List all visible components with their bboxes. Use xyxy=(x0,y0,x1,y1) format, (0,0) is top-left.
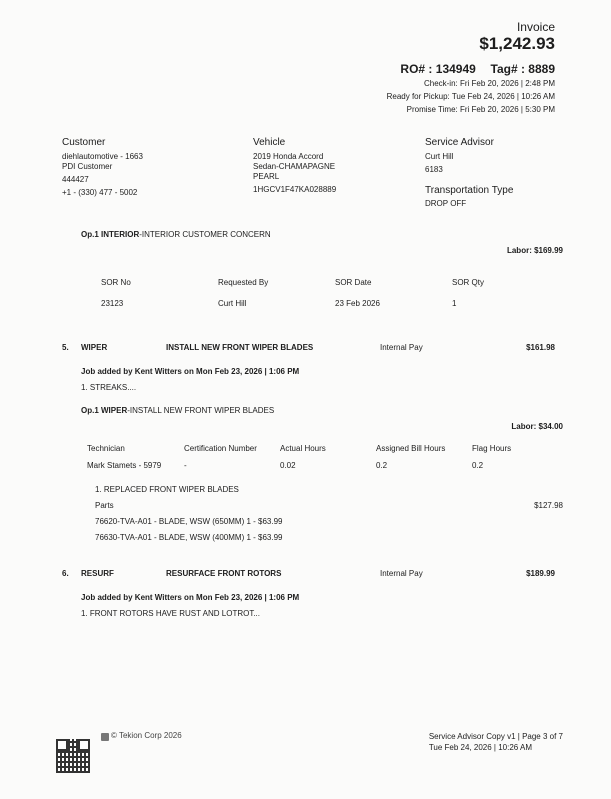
ro-label: RO# : xyxy=(400,62,433,76)
op-interior-labor: Labor: $169.99 xyxy=(506,246,563,255)
job6-code: RESURF xyxy=(81,569,114,578)
parts-total: $127.98 xyxy=(534,501,563,510)
customer-type: PDI Customer xyxy=(62,162,113,171)
advisor-id: 6183 xyxy=(425,165,443,174)
job6-pay-type: Internal Pay xyxy=(380,569,423,578)
tech-cell-cert: - xyxy=(184,461,187,470)
job5-desc: INSTALL NEW FRONT WIPER BLADES xyxy=(166,343,314,352)
part-line-1: 76620-TVA-A01 - BLADE, WSW (650MM) 1 - $63.99 xyxy=(95,517,283,526)
sor-header-no: SOR No xyxy=(101,278,131,287)
job5-note: 1. STREAKS.... xyxy=(81,383,137,392)
vehicle-vin: 1HGCV1F47KA028889 xyxy=(253,185,337,194)
op-wiper-desc: -INSTALL NEW FRONT WIPER BLADES xyxy=(127,406,275,415)
tech-header-actual: Actual Hours xyxy=(280,444,326,453)
job5-added-by: Job added by Kent Witters on Mon Feb 23, 2026 | 1:06 PM xyxy=(81,367,300,376)
invoice-title: Invoice xyxy=(516,20,555,34)
footer-printed: Tue Feb 24, 2026 | 10:26 AM xyxy=(428,743,532,752)
ro-tag-line xyxy=(400,62,555,76)
ro-number: 134949 xyxy=(435,62,476,76)
vehicle-line1: 2019 Honda Accord xyxy=(253,152,324,161)
job5-number: 5. xyxy=(62,343,69,352)
checkin-time: Check-in: Fri Feb 20, 2026 | 2:48 PM xyxy=(423,79,555,88)
sor-header-requested-by: Requested By xyxy=(218,278,269,287)
op-wiper-title: Op.1 WIPER xyxy=(81,406,128,415)
op-wiper-labor: Labor: $34.00 xyxy=(511,422,563,431)
tech-header-assigned: Assigned Bill Hours xyxy=(376,444,446,453)
part-line-2: 76630-TVA-A01 - BLADE, WSW (400MM) 1 - $63.99 xyxy=(95,533,283,542)
sor-cell-no: 23123 xyxy=(101,299,124,308)
transport-value: DROP OFF xyxy=(425,199,467,208)
qr-code xyxy=(56,739,90,773)
advisor-name: Curt Hill xyxy=(425,152,454,161)
op-interior-line xyxy=(81,230,271,239)
sor-cell-date: 23 Feb 2026 xyxy=(335,299,380,308)
op-interior-title: Op.1 INTERIOR xyxy=(81,230,140,239)
vehicle-line2: Sedan-CHAMAPAGNE xyxy=(253,162,336,171)
customer-phone: +1 - (330) 477 - 5002 xyxy=(62,188,138,197)
op-interior-desc: -INTERIOR CUSTOMER CONCERN xyxy=(139,230,271,239)
advisor-heading: Service Advisor xyxy=(425,137,494,148)
footer-copyright: © Tekion Corp 2026 xyxy=(111,731,182,740)
tech-header-technician: Technician xyxy=(87,444,125,453)
customer-heading: Customer xyxy=(62,137,106,148)
job5-code: WIPER xyxy=(81,343,108,352)
transport-heading: Transportation Type xyxy=(425,185,514,196)
job6-note: 1. FRONT ROTORS HAVE RUST AND LOTROT... xyxy=(81,609,260,618)
sor-cell-qty: 1 xyxy=(452,299,457,308)
job6-added-by: Job added by Kent Witters on Mon Feb 23, 2026 | 1:06 PM xyxy=(81,593,300,602)
job5-pay-type: Internal Pay xyxy=(380,343,423,352)
job5-amount: $161.98 xyxy=(526,343,555,352)
job6-amount: $189.99 xyxy=(526,569,555,578)
tech-header-flag: Flag Hours xyxy=(472,444,512,453)
tech-cell-flag: 0.2 xyxy=(472,461,484,470)
footer-copy-info: Service Advisor Copy v1 | Page 3 of 7 xyxy=(428,732,563,741)
pickup-time: Ready for Pickup: Tue Feb 24, 2026 | 10:26 AM xyxy=(386,92,555,101)
tekion-logo-icon xyxy=(101,733,109,741)
vehicle-heading: Vehicle xyxy=(253,137,286,148)
sor-header-date: SOR Date xyxy=(335,278,372,287)
op-wiper-line xyxy=(81,406,274,415)
tag-label: Tag# : xyxy=(490,62,525,76)
sor-header-qty: SOR Qty xyxy=(452,278,485,287)
promise-time: Promise Time: Fri Feb 20, 2026 | 5:30 PM xyxy=(406,105,555,114)
vehicle-line3: PEARL xyxy=(253,172,280,181)
tech-cell-actual: 0.02 xyxy=(280,461,296,470)
tech-cell-technician: Mark Stamets - 5979 xyxy=(87,461,162,470)
tech-header-cert: Certification Number xyxy=(184,444,257,453)
parts-label: Parts xyxy=(95,501,114,510)
job5-work-note: 1. REPLACED FRONT WIPER BLADES xyxy=(95,485,239,494)
customer-id: 444427 xyxy=(62,175,89,184)
tag-number: 8889 xyxy=(528,62,555,76)
invoice-total: $1,242.93 xyxy=(479,34,555,53)
tech-cell-assigned: 0.2 xyxy=(376,461,388,470)
sor-cell-requested-by: Curt Hill xyxy=(218,299,247,308)
job6-desc: RESURFACE FRONT ROTORS xyxy=(166,569,282,578)
customer-name: diehlautomotive - 1663 xyxy=(62,152,143,161)
job6-number: 6. xyxy=(62,569,69,578)
